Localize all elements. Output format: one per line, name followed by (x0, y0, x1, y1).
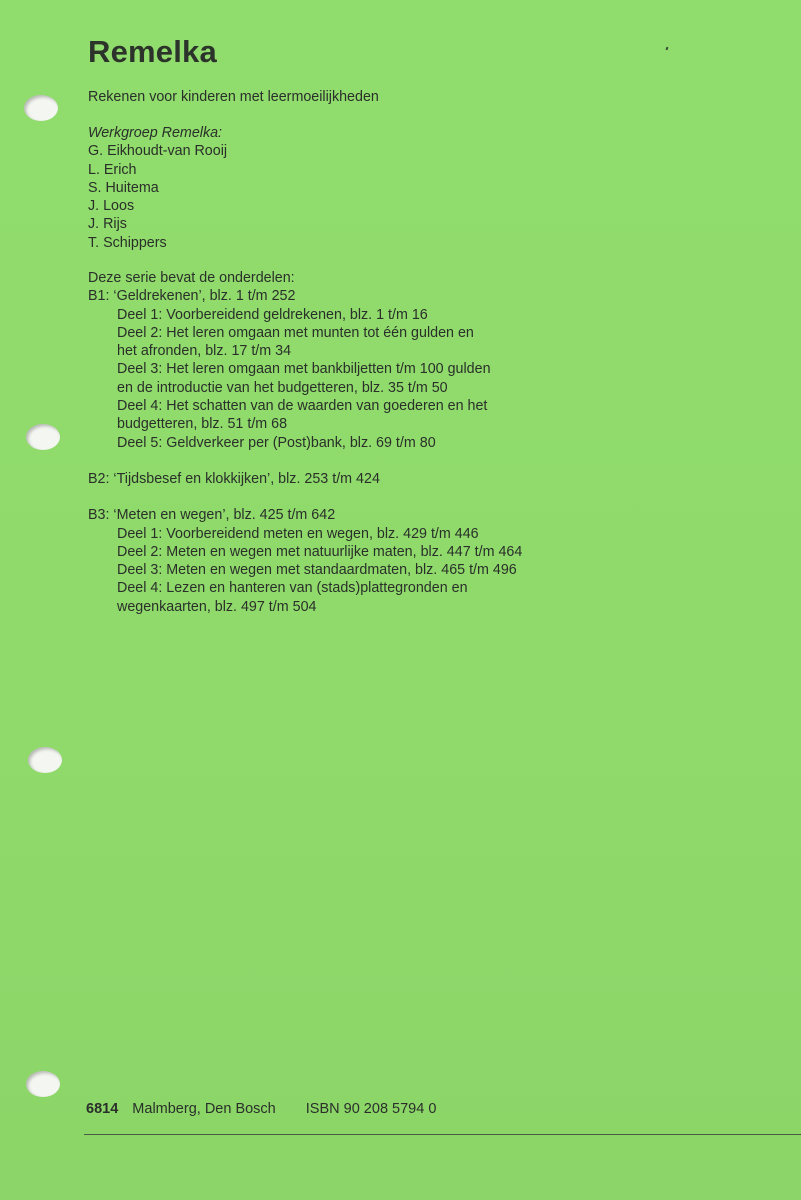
workgroup-heading: Werkgroep Remelka: (88, 125, 223, 141)
section-part: en de introductie van het budgetteren, blz. 35 t/m 50 (117, 379, 448, 396)
section-part: Deel 5: Geldverkeer per (Post)bank, blz. 69 t/m 80 (117, 434, 436, 451)
workgroup-member: T. Schippers (88, 234, 167, 251)
section-part: Deel 1: Voorbereidend geldrekenen, blz. 1 t/m 16 (117, 306, 428, 323)
series-contents (88, 269, 522, 616)
workgroup-member: S. Huitema (88, 179, 159, 196)
contents-intro: Deze serie bevat de onderdelen: (88, 270, 295, 286)
workgroup-member: J. Rijs (88, 216, 127, 233)
section-part: Deel 1: Voorbereidend meten en wegen, blz. 429 t/m 446 (117, 525, 479, 542)
workgroup-member: J. Loos (88, 198, 135, 215)
section-part: Deel 2: Meten en wegen met natuurlijke maten, blz. 447 t/m 464 (117, 543, 523, 560)
section-part: Deel 3: Het leren omgaan met bankbiljetten t/m 100 gulden (117, 361, 491, 378)
section-part: Deel 2: Het leren omgaan met munten tot één gulden en (117, 324, 474, 341)
document-subtitle: Rekenen voor kinderen met leermoeilijkheden (88, 89, 379, 105)
publication-footer (86, 1101, 436, 1117)
section-b2: B2: ‘Tijdsbesef en klokkijken’, blz. 253 t/m 424 (88, 470, 380, 487)
workgroup-member: G. Eikhoudt-van Rooij (88, 143, 228, 160)
footer-divider (84, 1134, 801, 1135)
section-part: het afronden, blz. 17 t/m 34 (117, 343, 292, 360)
punch-hole (28, 747, 62, 773)
workgroup-member: L. Erich (88, 161, 137, 178)
punch-hole (24, 95, 58, 121)
section-b3: B3: ‘Meten en wegen’, blz. 425 t/m 642 (88, 507, 336, 524)
publisher: Malmberg, Den Bosch (132, 1101, 276, 1117)
punch-hole (26, 1071, 60, 1097)
punch-hole (26, 424, 60, 450)
product-code: 6814 (86, 1101, 119, 1117)
ink-speck (666, 47, 669, 51)
document-title: Remelka (88, 34, 217, 69)
section-part: budgetteren, blz. 51 t/m 68 (117, 416, 288, 433)
section-part: Deel 4: Het schatten van de waarden van goederen en het (117, 398, 488, 415)
isbn: ISBN 90 208 5794 0 (305, 1101, 437, 1117)
workgroup-list (88, 124, 227, 252)
section-part: Deel 3: Meten en wegen met standaardmaten, blz. 465 t/m 496 (117, 562, 517, 579)
section-part: wegenkaarten, blz. 497 t/m 504 (117, 598, 317, 615)
section-b1: B1: ‘Geldrekenen’, blz. 1 t/m 252 (88, 288, 296, 305)
section-part: Deel 4: Lezen en hanteren van (stads)plattegronden en (117, 580, 468, 597)
